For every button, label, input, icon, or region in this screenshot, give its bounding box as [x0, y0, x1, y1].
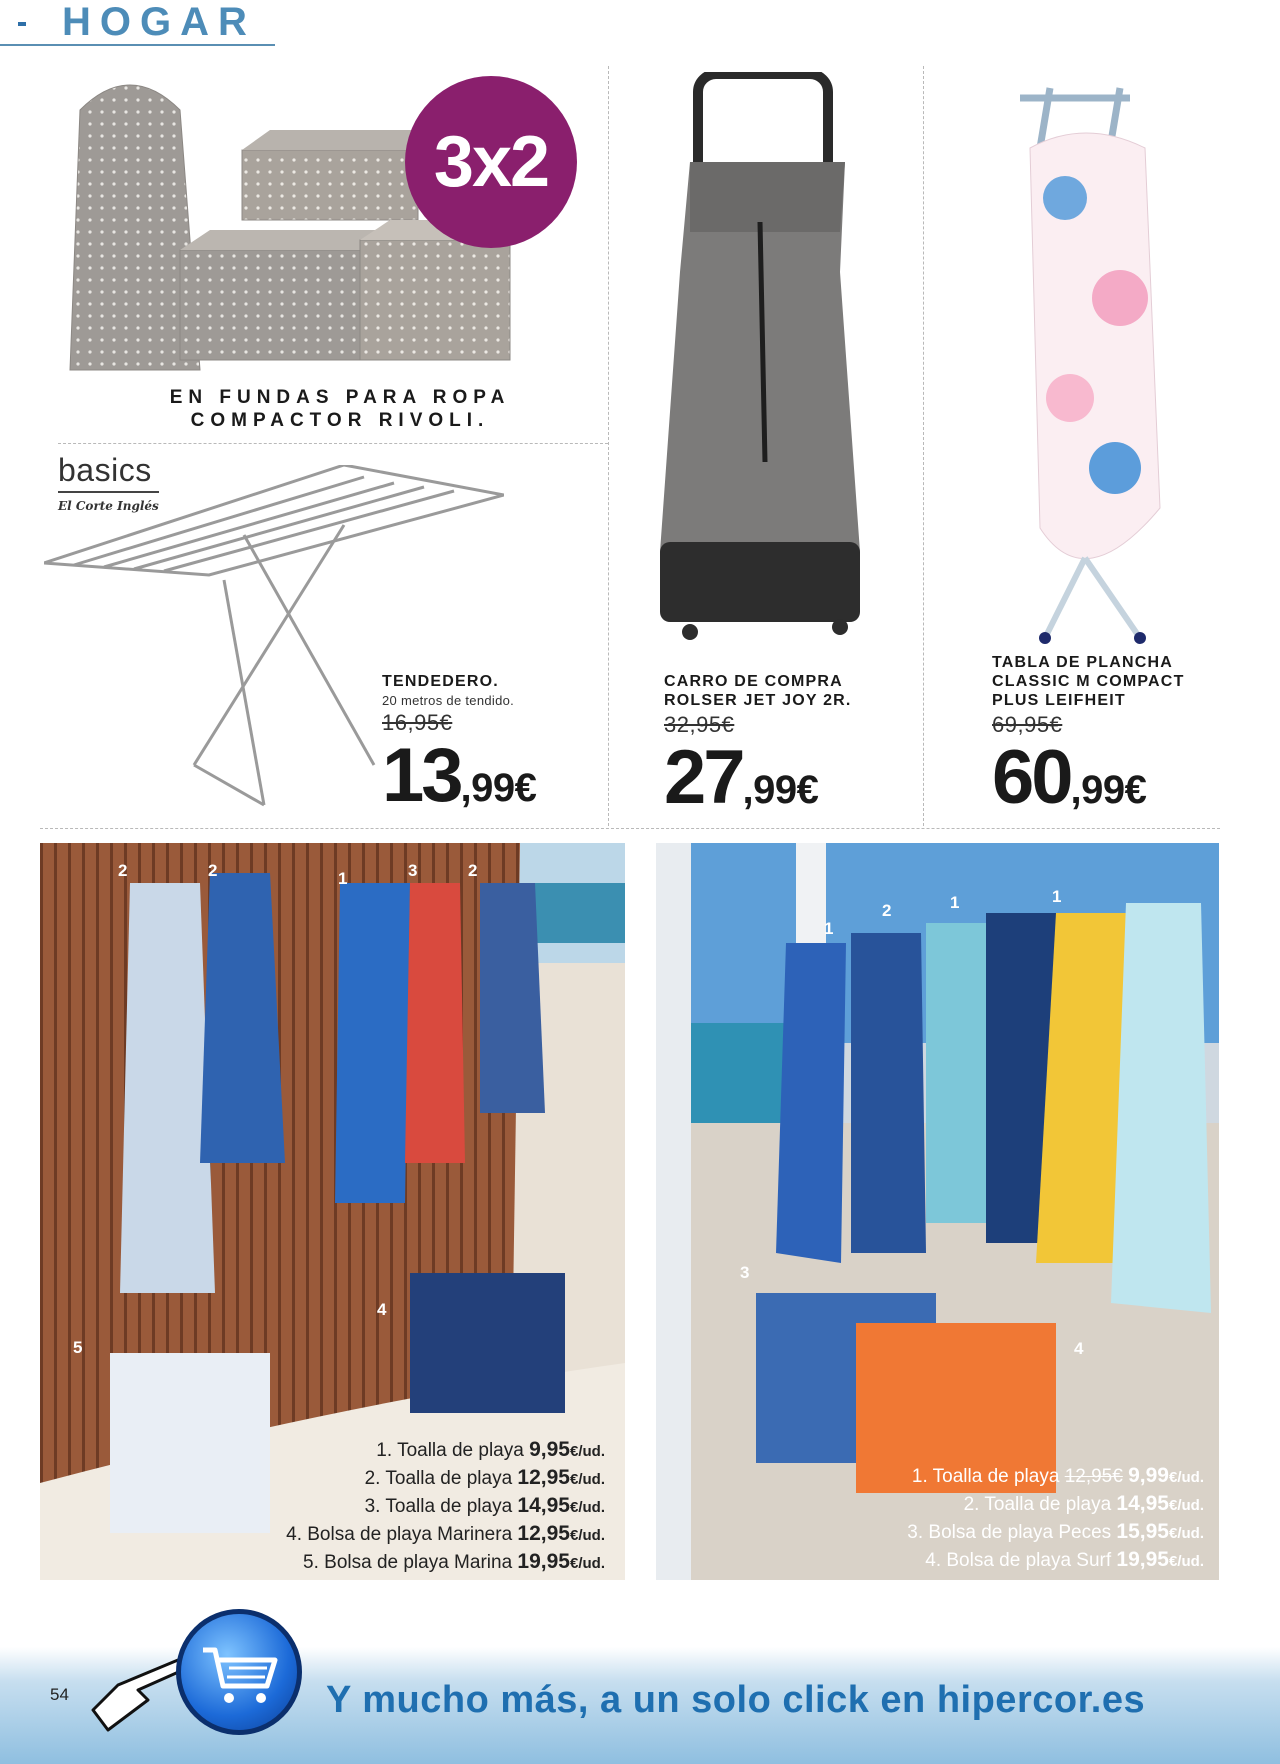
- divider-vertical-2: [923, 66, 924, 826]
- price-integer: 60: [992, 735, 1071, 820]
- product-tabla-plancha: [992, 653, 1185, 821]
- old-price: 69,95€: [992, 712, 1063, 737]
- header-mark: [18, 22, 26, 26]
- cart-button[interactable]: [176, 1609, 302, 1735]
- bag-label: 3: [740, 1263, 750, 1282]
- list-item: 3. Toalla de playa 14,95€/ud.: [364, 1494, 605, 1517]
- section-title: HOGAR: [62, 0, 256, 44]
- list-item: 3. Bolsa de playa Peces 15,95€/ud.: [907, 1520, 1204, 1543]
- bag-label: 5: [73, 1338, 83, 1357]
- towel-label: 2: [882, 901, 892, 920]
- product-description: 20 metros de tendido.: [382, 693, 515, 708]
- product-tendedero: [382, 672, 536, 819]
- towel-label: 3: [408, 861, 418, 880]
- left-price-list: [165, 1437, 605, 1577]
- promo-3x2-badge: 3x2: [405, 76, 577, 248]
- promo-caption: [130, 386, 550, 432]
- list-item: 5. Bolsa de playa Marina 19,95€/ud.: [303, 1550, 605, 1573]
- footer-slogan-link[interactable]: Y mucho más, a un solo click en hipercor.es: [326, 1679, 1146, 1721]
- shopping-trolley-image: [650, 72, 870, 642]
- old-price: 32,95€: [664, 712, 735, 737]
- divider-horizontal-products: [40, 828, 1220, 829]
- ironing-board-image: [1000, 78, 1170, 648]
- page-number: 54: [50, 1685, 69, 1704]
- product-price: [664, 734, 852, 821]
- bag-label: 4: [1074, 1339, 1084, 1358]
- promo-caption-line2: COMPACTOR RIVOLI.: [190, 410, 490, 431]
- towel-label: 2: [208, 861, 218, 880]
- list-item: 2. Toalla de playa 14,95€/ud.: [963, 1492, 1204, 1515]
- list-item: 4. Bolsa de playa Surf 19,95€/ud.: [925, 1548, 1204, 1571]
- towel-label: 1: [824, 919, 834, 938]
- price-integer: 13: [382, 733, 461, 818]
- towel-label: 2: [118, 861, 128, 880]
- divider-horizontal-promo: [58, 443, 608, 444]
- pointing-hand-icon: [88, 1655, 188, 1735]
- bag-label: 4: [377, 1300, 387, 1319]
- beach-towels-photo-right: [656, 843, 1219, 1580]
- product-name-line2: ROLSER JET JOY 2R.: [664, 692, 852, 709]
- price-decimals: ,99€: [742, 768, 819, 812]
- product-price: [992, 734, 1185, 821]
- list-item: 1. Toalla de playa 12,95€ 9,99€/ud.: [911, 1464, 1204, 1487]
- product-name-line2: CLASSIC M COMPACT: [992, 673, 1185, 690]
- brand-sub: El Corte Inglés: [58, 499, 159, 513]
- promo-caption-line1: EN FUNDAS PARA ROPA: [169, 387, 511, 408]
- product-price: [382, 732, 536, 819]
- price-integer: 27: [664, 735, 743, 820]
- towel-label: 1: [338, 869, 348, 888]
- old-price: 16,95€: [382, 710, 453, 735]
- price-decimals: ,99€: [460, 766, 537, 810]
- list-item: 1. Toalla de playa 9,95€/ud.: [376, 1438, 605, 1461]
- list-item: 2. Toalla de playa 12,95€/ud.: [364, 1466, 605, 1489]
- towel-label: 1: [1052, 887, 1062, 906]
- towel-label: 2: [468, 861, 478, 880]
- shopping-cart-icon: [181, 1614, 297, 1730]
- section-header: [0, 0, 275, 46]
- product-name: TENDEDERO.: [382, 673, 499, 690]
- product-name-line1: CARRO DE COMPRA: [664, 673, 843, 690]
- beach-towels-photo-left: [40, 843, 625, 1580]
- brand-name: basics: [58, 452, 159, 493]
- right-price-list: [744, 1463, 1204, 1575]
- product-carro-compra: [664, 672, 852, 821]
- price-decimals: ,99€: [1070, 768, 1147, 812]
- list-item: 4. Bolsa de playa Marinera 12,95€/ud.: [286, 1522, 605, 1545]
- product-name-line1: TABLA DE PLANCHA: [992, 654, 1173, 671]
- product-name-line3: PLUS LEIFHEIT: [992, 692, 1126, 709]
- towel-label: 1: [950, 893, 960, 912]
- divider-vertical-1: [608, 66, 609, 826]
